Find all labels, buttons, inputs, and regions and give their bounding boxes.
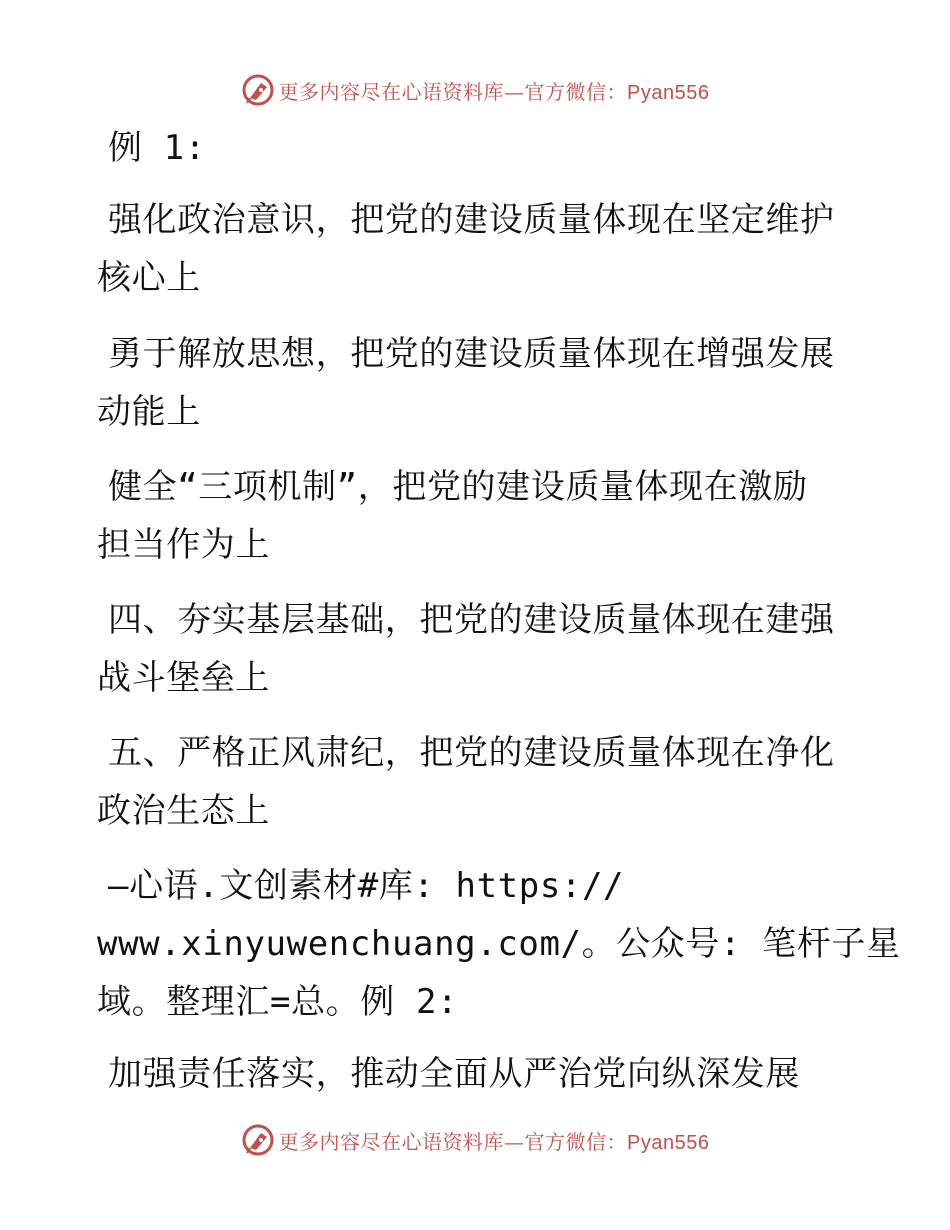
banner-wechat-id: Pyan556 [627,1131,710,1154]
banner-separator: — [504,79,525,104]
body-line-1: 例 1: [108,128,206,168]
body-line-12: —心语.文创素材#库: https:// [108,866,625,906]
body-line-10: 五、严格正风肃纪，把党的建设质量体现在净化 [108,733,835,773]
body-line-7: 担当作为上 [97,525,270,565]
body-line-2: 强化政治意识，把党的建设质量体现在坚定维护 [108,200,835,240]
body-line-6: 健全“三项机制”，把党的建设质量体现在激励 [108,467,808,507]
header-banner-text [279,76,710,105]
header-banner [0,70,950,110]
banner-slogan: 更多内容尽在心语资料库 [278,1129,505,1154]
body-line-3: 核心上 [97,258,201,298]
footer-banner-text [279,1126,710,1155]
banner-wechat-label: 官方微信： [524,1129,628,1154]
body-line-13: www.xinyuwenchuang.com/。公众号: 笔杆子星 [97,924,901,964]
banner-separator: — [504,1129,525,1154]
body-line-14: 域。整理汇=总。例 2: [97,982,459,1022]
body-line-4: 勇于解放思想，把党的建设质量体现在增强发展 [108,334,835,374]
banner-wechat-label: 官方微信： [524,79,628,104]
body-line-8: 四、夯实基层基础，把党的建设质量体现在建强 [108,600,835,640]
pen-nib-logo-icon [241,1123,275,1157]
body-line-11: 政治生态上 [97,791,270,831]
banner-slogan: 更多内容尽在心语资料库 [278,79,505,104]
pen-nib-logo-icon [241,73,275,107]
body-line-15: 加强责任落实，推动全面从严治党向纵深发展 [108,1054,800,1094]
body-line-9: 战斗堡垒上 [97,658,270,698]
body-line-5: 动能上 [97,392,201,432]
banner-wechat-id: Pyan556 [627,81,710,104]
footer-banner [0,1120,950,1160]
